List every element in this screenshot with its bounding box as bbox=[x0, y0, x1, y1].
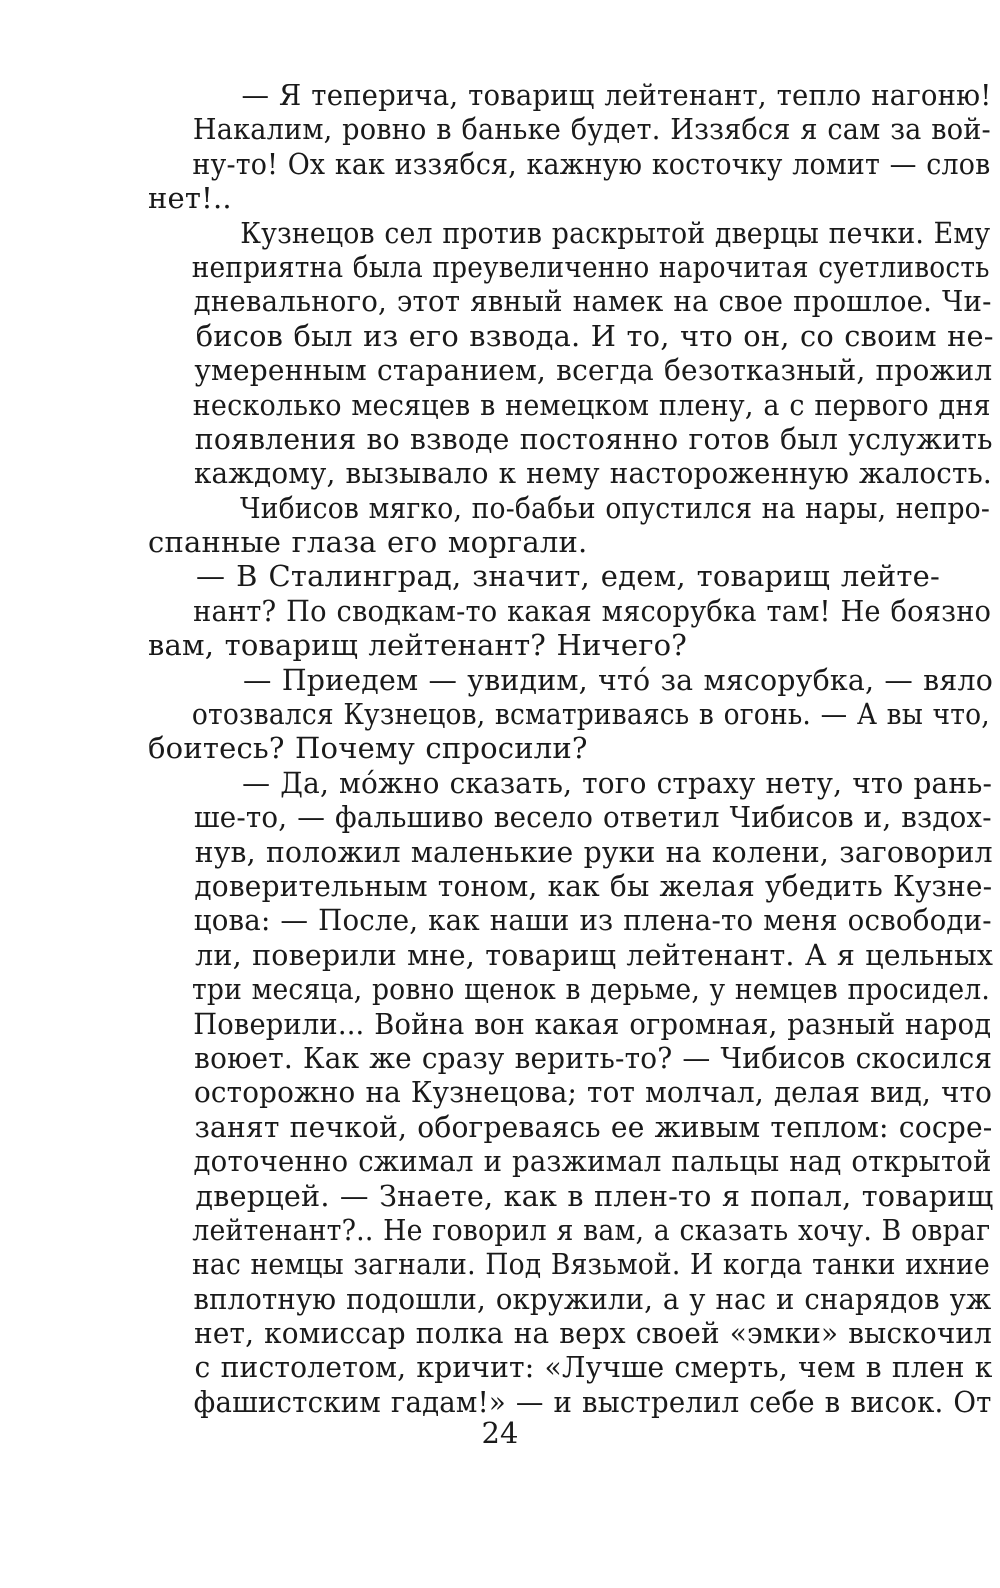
text-line: нет, комиссар полка на верх своей «эмки» выскочил bbox=[194, 1316, 993, 1351]
text-line: умеренным старанием, всегда безотказный, прожил bbox=[194, 353, 993, 388]
text-line: лейтенант?.. Не говорил я вам, а сказать хочу. В овраг bbox=[192, 1212, 991, 1247]
text-line: занят печкой, обогреваясь ее живым теплом: сосре- bbox=[194, 1109, 993, 1144]
text-line: — Да, мо́жно сказать, того страху нету, что рань- bbox=[242, 765, 993, 800]
text-line: нет!.. bbox=[148, 181, 232, 216]
text-line: воюет. Как же сразу верить-то? — Чибисов скосился bbox=[194, 1040, 993, 1075]
text-line: осторожно на Кузнецова; тот молчал, делая вид, что bbox=[194, 1075, 993, 1110]
text-line: с пистолетом, кричит: «Лучше смерть, чем в плен к bbox=[194, 1350, 993, 1385]
text-line: ше-то, — фальшиво весело ответил Чибисов и, вздох- bbox=[193, 800, 992, 835]
text-line: появления во взводе постоянно готов был услужить bbox=[194, 421, 993, 456]
text-line: спанные глаза его моргали. bbox=[148, 525, 588, 560]
text-line: — Я теперича, товарищ лейтенант, тепло нагоню! bbox=[241, 78, 992, 112]
text-line: доточенно сжимал и разжимал пальцы над открытой bbox=[193, 1144, 992, 1179]
text-line: нант? По сводкам-то какая мясорубка там! Не боязно bbox=[193, 593, 992, 628]
text-line: Накалим, ровно в баньке будет. Иззябся я сам за вой- bbox=[192, 112, 991, 147]
text-line: ну-то! Ох как иззябся, кажную косточку ломит — слов bbox=[192, 146, 991, 181]
text-line: фашистским гадам!» — и выстрелил себе в висок. От bbox=[193, 1384, 992, 1419]
text-line: несколько месяцев в немецком плену, а с первого дня bbox=[192, 387, 991, 422]
text-body bbox=[100, 78, 994, 1419]
text-line: — В Сталинград, значит, едем, товарищ лейте- bbox=[196, 559, 941, 594]
paragraph-2 bbox=[100, 215, 994, 491]
text-line: боитесь? Почему спросили? bbox=[148, 731, 588, 766]
page-number: 24 bbox=[481, 1416, 519, 1450]
text-line: каждому, вызывало к нему настороженную жалость. bbox=[193, 456, 992, 491]
text-line: вплотную подошли, окружили, а у нас и снарядов уж bbox=[193, 1281, 992, 1316]
paragraph-6 bbox=[100, 765, 994, 1419]
text-line: дневального, этот явный намек на свое прошлое. Чи- bbox=[193, 284, 992, 319]
text-line: нас немцы загнали. Под Вязьмой. И когда танки ихние bbox=[191, 1247, 990, 1282]
text-line: отозвался Кузнецов, всматриваясь в огонь. — А вы что, bbox=[191, 697, 990, 732]
text-line: Кузнецов сел против раскрытой дверцы печки. Ему bbox=[240, 215, 991, 250]
text-line: три месяца, ровно щенок в дерьме, у немцев просидел. bbox=[192, 972, 991, 1007]
text-line: Поверили... Война вон какая огромная, разный народ bbox=[193, 1006, 992, 1041]
text-line: — Приедем — увидим, что́ за мясорубка, — вяло bbox=[243, 662, 994, 697]
text-line: дверцей. — Знаете, как в плен-то я попал, товарищ bbox=[195, 1178, 994, 1213]
text-line: бисов был из его взвода. И то, что он, со своим не- bbox=[195, 318, 994, 353]
text-line: нув, положил маленькие руки на колени, заговорил bbox=[194, 834, 993, 869]
text-line: Чибисов мягко, по-бабьи опустился на нары, непро- bbox=[239, 490, 990, 525]
text-line: неприятна была преувеличенно нарочитая суетливость bbox=[191, 249, 990, 284]
paragraph-5 bbox=[100, 662, 994, 766]
text-line: цова: — После, как наши из плена-то меня освободи- bbox=[193, 903, 992, 938]
text-line: ли, поверили мне, товарищ лейтенант. А я цельных bbox=[195, 937, 994, 972]
text-line: вам, товарищ лейтенант? Ничего? bbox=[148, 628, 688, 663]
paragraph-3 bbox=[100, 490, 990, 560]
paragraph-4 bbox=[100, 559, 992, 663]
text-line: доверительным тоном, как бы желая убедить Кузне- bbox=[194, 868, 993, 903]
paragraph-1 bbox=[100, 78, 992, 216]
